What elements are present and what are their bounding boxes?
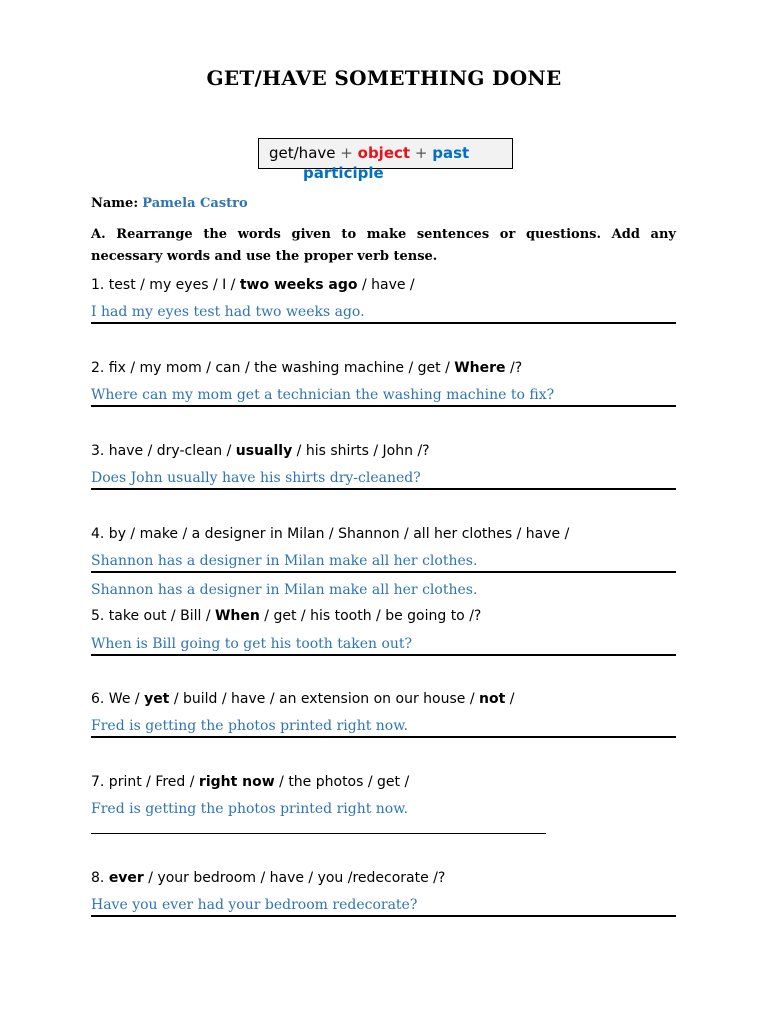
exercise-prompt-6: 6. We / yet / build / have / an extension on our house / not / bbox=[91, 691, 515, 707]
formula-box bbox=[258, 138, 513, 182]
formula-plus: + bbox=[340, 144, 353, 162]
name-label: Name: bbox=[91, 196, 139, 211]
formula-plus: + bbox=[414, 144, 428, 162]
exercise-prompt-4: 4. by / make / a designer in Milan / Shannon / all her clothes / have / bbox=[91, 526, 570, 542]
name-value: Pamela Castro bbox=[142, 196, 248, 211]
instructions: A. Rearrange the words given to make sentences or questions. Add any necessary words and use the proper verb tense. bbox=[91, 227, 676, 264]
exercise-answer-7[interactable]: Fred is getting the photos printed right now. bbox=[91, 801, 409, 817]
answer-line bbox=[91, 488, 676, 490]
answer-line bbox=[91, 736, 676, 738]
formula-past: past bbox=[432, 144, 470, 162]
answer-line bbox=[91, 571, 676, 573]
student-name bbox=[91, 196, 248, 211]
answer-line bbox=[91, 915, 676, 917]
exercise-answer-5[interactable]: When is Bill going to get his tooth taken out? bbox=[91, 636, 413, 652]
exercise-prompt-1: 1. test / my eyes / I / two weeks ago / have / bbox=[91, 277, 415, 293]
exercise-answer-4[interactable]: Shannon has a designer in Milan make all her clothes. bbox=[91, 553, 478, 569]
answer-line bbox=[91, 654, 676, 656]
page-title: GET/HAVE SOMETHING DONE bbox=[206, 66, 562, 90]
answer-line bbox=[91, 322, 676, 324]
formula-get-have: get/have bbox=[269, 144, 336, 162]
exercise-answer-4-extra[interactable]: Shannon has a designer in Milan make all her clothes. bbox=[91, 582, 478, 598]
exercise-answer-3[interactable]: Does John usually have his shirts dry-cleaned? bbox=[91, 470, 421, 486]
exercise-answer-8[interactable]: Have you ever had your bedroom redecorate? bbox=[91, 897, 418, 913]
exercise-answer-6[interactable]: Fred is getting the photos printed right now. bbox=[91, 718, 409, 734]
formula-object: object bbox=[357, 144, 411, 162]
exercise-answer-2[interactable]: Where can my mom get a technician the washing machine to fix? bbox=[91, 387, 555, 403]
exercise-prompt-2: 2. fix / my mom / can / the washing machine / get / Where /? bbox=[91, 360, 523, 376]
exercise-prompt-7: 7. print / Fred / right now / the photos / get / bbox=[91, 774, 410, 790]
answer-line bbox=[91, 405, 676, 407]
answer-line bbox=[91, 833, 546, 834]
exercise-prompt-8: 8. ever / your bedroom / have / you /redecorate /? bbox=[91, 870, 446, 886]
exercise-answer-1[interactable]: I had my eyes test had two weeks ago. bbox=[91, 304, 365, 320]
exercise-prompt-3: 3. have / dry-clean / usually / his shirts / John /? bbox=[91, 443, 430, 459]
formula-participle-cut: participle bbox=[303, 164, 384, 182]
exercise-prompt-5: 5. take out / Bill / When / get / his tooth / be going to /? bbox=[91, 608, 482, 624]
